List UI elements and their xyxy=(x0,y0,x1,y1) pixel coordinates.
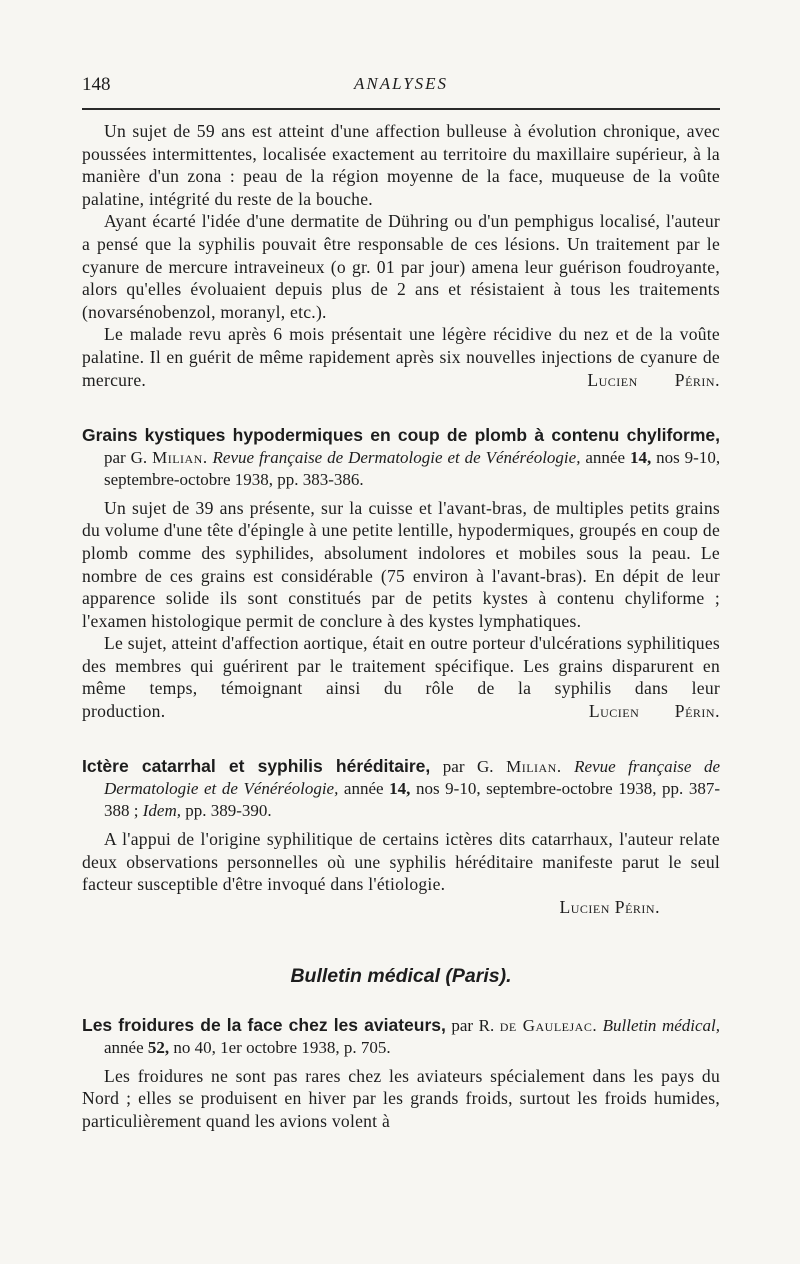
article-2-issue-2: pp. 389-390. xyxy=(185,801,272,821)
article-1-issue: nos 9-10, septembre-octobre 1938, pp. 383-386. xyxy=(104,447,721,489)
article-3-title: Les froidures de la face chez les aviateurs, xyxy=(82,1014,446,1035)
article-2-heading xyxy=(82,755,720,822)
article-2-signature: Lucien Périn. xyxy=(559,897,660,918)
article-3-author: de Gaulejac. xyxy=(499,1015,598,1035)
article-3-paragraph-1: Les froidures ne sont pas rares chez les aviateurs spécialement dans les pays du Nord ; elles se produisent en hiver par les grands froids, surtout les froids humides, particulièrement quand les avions volent à xyxy=(82,1065,720,1131)
article-3-annee: année xyxy=(104,1037,144,1057)
article-2-idem: Idem, xyxy=(142,801,181,821)
article-2-issue: nos 9-10, septembre-octobre 1938, pp. 387-388 ; xyxy=(104,779,721,821)
article-1-volume: 14, xyxy=(629,447,652,467)
article-2-par: par G. xyxy=(442,757,494,777)
article-1-par: par G. xyxy=(104,447,148,467)
article-3-issue: no 40, 1er octobre 1938, p. 705. xyxy=(173,1037,391,1057)
article-1-signature: Lucien Périn. xyxy=(588,701,720,722)
article-3-heading xyxy=(82,1014,720,1059)
article-3-journal: Bulletin médical, xyxy=(602,1015,721,1035)
article-2-paragraph-1: A l'appui de l'origine syphilitique de certains ictères dits catarrhaux, l'auteur relate deux observations personnelles où une syphilis héréditaire manifeste parut le seul facteur susceptible d'être invoqué dans l'étiologie. xyxy=(82,829,720,895)
intro-paragraph-2: Ayant écarté l'idée d'une dermatite de Dühring ou d'un pemphigus localisé, l'auteur a pensé que la syphilis pouvait être responsable de ces lésions. Un traitement par le cyanure de mercure intraveineux (o gr. 01 par jour) amena leur guérison foudroyante, alors qu'elles évoluaient depuis plus de 2 ans et résistaient à tous les traitements (novarsénobenzol, moranyl, etc.). xyxy=(82,211,720,322)
section-title: Bulletin médical (Paris). xyxy=(290,964,512,987)
article-1-heading xyxy=(82,424,720,491)
intro-paragraph-3-text: Le malade revu après 6 mois présentait une légère récidive du nez et de la voûte palatine. Il en guérit de même rapidement après six nouvelles injections de cyanure de mercure. xyxy=(82,324,720,390)
article-2-volume: 14, xyxy=(389,779,411,799)
page-number: 148 xyxy=(82,74,111,95)
article-1-paragraph-2 xyxy=(82,632,720,745)
header-rule xyxy=(82,108,720,110)
article-1-annee: année xyxy=(585,447,626,467)
article-1-paragraph-1: Un sujet de 39 ans présente, sur la cuisse et l'avant-bras, de multiples petits grains du volume d'une tête d'épingle à une petite lentille, hypodermiques, groupés en coup de plomb comme des syphilides, absolument indolores et mobiles sous la peau. Le nombre de ces grains est considérable (75 environ à l'avant-bras). En dépit de leur apparence solide ils sont constitués par de petits kystes à contenu chyliforme ; l'examen histologique permit de conclure à des kystes lymphatiques. xyxy=(82,497,720,631)
article-2-signature-line xyxy=(82,896,720,919)
intro-paragraph-3 xyxy=(82,323,720,413)
page-header xyxy=(82,72,720,98)
article-2-annee: année xyxy=(343,779,384,799)
intro-signature: Lucien Périn. xyxy=(587,369,720,390)
article-1-author: Milian. xyxy=(152,447,208,467)
page-body xyxy=(82,120,720,1132)
article-2-author: Milian. xyxy=(506,757,562,777)
article-3-volume: 52, xyxy=(147,1037,170,1057)
intro-paragraph-1: Un sujet de 59 ans est atteint d'une affection bulleuse à évolution chronique, avec poussées intermittentes, localisée exactement au territoire du maxillaire supérieur, à la manière d'un zona : peau de la région moyenne de la face, muqueuse de la voûte palatine, intégrité du reste de la bouche. xyxy=(82,121,720,209)
article-3-par: par R. xyxy=(451,1015,495,1035)
running-title: ANALYSES xyxy=(353,74,449,93)
article-1-journal: Revue française de Dermatologie et de Vénéréologie, xyxy=(212,447,581,467)
article-2-title: Ictère catarrhal et syphilis héréditaire, xyxy=(82,756,431,777)
article-2-journal: Revue française de Dermatologie et de Vénéréologie, xyxy=(104,757,721,799)
article-1-title: Grains kystiques hypodermiques en coup de plomb à contenu chyliforme, xyxy=(82,424,720,445)
article-1-paragraph-2-text: Le sujet, atteint d'affection aortique, était en outre porteur d'ulcérations syphilitiques des membres qui guérirent par le traitement spécifique. Les grains disparurent en même temps, témoignant ainsi du rôle de la syphilis dans leur production. xyxy=(82,633,720,722)
